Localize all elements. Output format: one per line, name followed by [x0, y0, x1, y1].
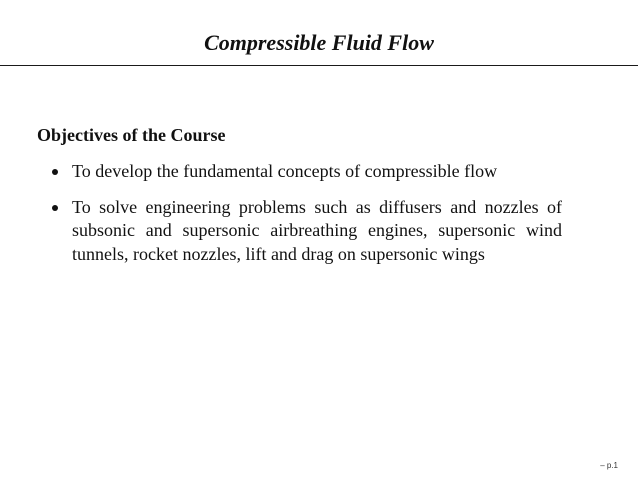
bullet-text: To solve engineering problems such as diffusers and nozzles of subsonic and supersonic airbreathing engines, supersonic wind tunnels, rocket nozzles, lift and drag on supersonic wings: [72, 196, 562, 264]
bullet-icon: [52, 169, 58, 175]
page-number: – p.1: [600, 461, 618, 470]
list-item: [52, 196, 582, 267]
section-heading: Objectives of the Course: [37, 125, 226, 145]
bullet-icon: [52, 205, 58, 211]
bullet-text: To develop the fundamental concepts of compressible flow: [72, 161, 498, 181]
objectives-list: [52, 160, 582, 278]
slide-title: Compressible Fluid Flow: [204, 30, 434, 55]
title-divider: [0, 65, 638, 66]
list-item: [52, 160, 582, 184]
